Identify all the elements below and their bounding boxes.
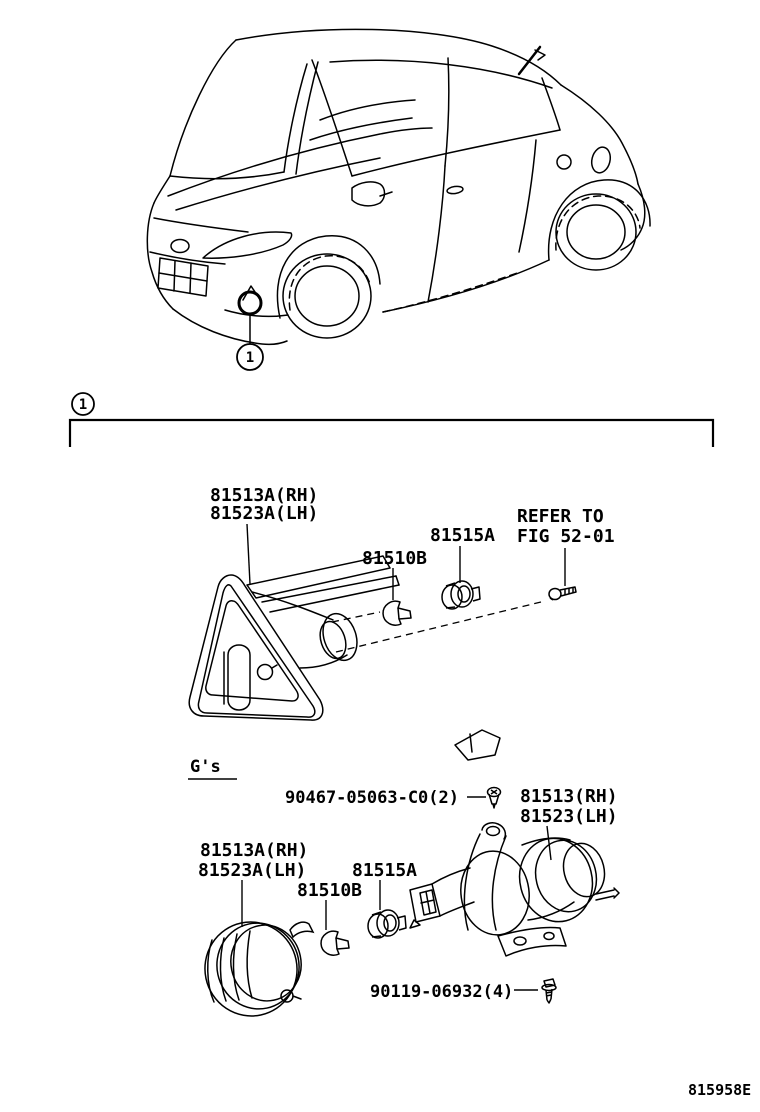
part-label-unit-lh: 81523(LH) xyxy=(520,806,618,827)
part-label-cover-lh-upper: 81523A(LH) xyxy=(210,503,319,524)
part-label-cover-lh-lower: 81523A(LH) xyxy=(198,860,307,881)
screw-drawing xyxy=(488,788,501,809)
foglamp-lens-drawing xyxy=(196,913,313,1024)
figure-code: 815958E xyxy=(688,1081,752,1099)
callout-1-vehicle xyxy=(237,344,263,370)
vehicle-line-art xyxy=(147,29,650,344)
part-label-cover-rh-upper: 81513A(RH) xyxy=(210,485,319,506)
part-label-socket-lower: 81515A xyxy=(352,860,418,881)
bolt-drawing xyxy=(542,979,556,1003)
socket-drawing-upper xyxy=(442,581,480,609)
part-label-cover-rh-lower: 81513A(RH) xyxy=(200,840,309,861)
mounting-screw-drawing-upper xyxy=(549,587,576,600)
section-callout-1-number: 1 xyxy=(78,397,88,413)
foglamp-unit-bracket-drawing xyxy=(410,823,619,956)
refer-to-note-line2: FIG 52-01 xyxy=(517,526,615,547)
socket-drawing-lower xyxy=(368,910,406,938)
part-label-bulb-lower: 81510B xyxy=(297,880,363,901)
section-callout-1 xyxy=(72,393,94,415)
gs-badge xyxy=(188,757,237,779)
part-label-unit-rh: 81513(RH) xyxy=(520,786,618,807)
gs-badge-label: G's xyxy=(190,757,221,777)
bulb-drawing-upper xyxy=(383,601,411,625)
part-label-bulb-upper: 81510B xyxy=(362,548,428,569)
bulb-drawing-lower xyxy=(321,931,349,955)
antenna-mark xyxy=(519,47,545,74)
part-label-screw: 90467-05063-C0(2) xyxy=(285,788,459,808)
alignment-dashed-lines-upper xyxy=(332,601,545,652)
part-label-bolt: 90119-06932(4) xyxy=(370,982,514,1002)
section-bracket-line xyxy=(70,420,713,447)
callout-1-vehicle-number: 1 xyxy=(245,350,255,366)
part-label-socket-upper: 81515A xyxy=(430,525,496,546)
foglamp-location-marker xyxy=(239,292,261,314)
refer-to-note-line1: REFER TO xyxy=(517,506,604,527)
